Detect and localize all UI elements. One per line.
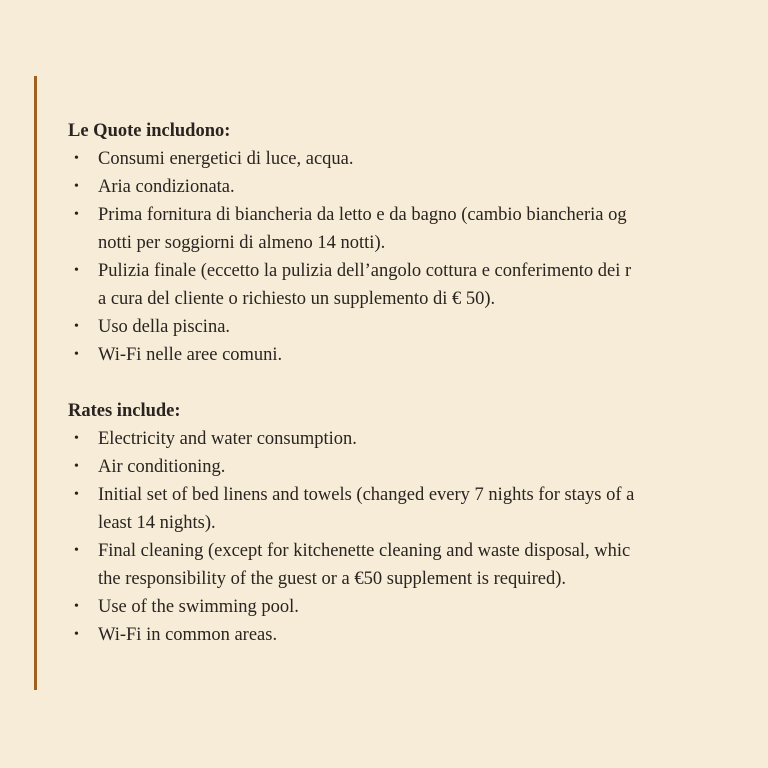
- list-item: • Aria condizionata.: [68, 173, 768, 201]
- list-item: • Air conditioning.: [68, 453, 768, 481]
- section-spacer: [68, 369, 768, 397]
- bullet-icon: •: [74, 347, 79, 362]
- bullet-icon: •: [74, 207, 79, 222]
- list-item: • Initial set of bed linens and towels (changed every 7 nights for stays of a least 14 nights).: [68, 481, 768, 537]
- list-item: • Prima fornitura di biancheria da letto e da bagno (cambio biancheria og notti per soggiorni di almeno 14 notti).: [68, 201, 768, 257]
- english-heading: Rates include:: [68, 401, 181, 421]
- bullet-icon: •: [74, 179, 79, 194]
- list-item: • Uso della piscina.: [68, 313, 768, 341]
- rates-content: [68, 117, 768, 649]
- bullet-icon: •: [74, 487, 79, 502]
- bullet-icon: •: [74, 431, 79, 446]
- bullet-icon: •: [74, 543, 79, 558]
- list-item: • Electricity and water consumption.: [68, 425, 768, 453]
- bullet-icon: •: [74, 319, 79, 334]
- list-item: • Use of the swimming pool.: [68, 593, 768, 621]
- accent-bar: [34, 76, 37, 690]
- list-item: • Wi-Fi nelle aree comuni.: [68, 341, 768, 369]
- list-item: • Wi-Fi in common areas.: [68, 621, 768, 649]
- list-item: • Consumi energetici di luce, acqua.: [68, 145, 768, 173]
- list-item: • Final cleaning (except for kitchenette cleaning and waste disposal, whic the responsibility of the guest or a €50 supplement is required).: [68, 537, 768, 593]
- bullet-icon: •: [74, 599, 79, 614]
- english-section: [68, 397, 768, 649]
- english-list: [68, 425, 768, 649]
- bullet-icon: •: [74, 459, 79, 474]
- bullet-icon: •: [74, 263, 79, 278]
- italian-list: [68, 145, 768, 369]
- italian-section: [68, 117, 768, 369]
- italian-heading: Le Quote includono:: [68, 121, 231, 141]
- list-item: • Pulizia finale (eccetto la pulizia dell’angolo cottura e conferimento dei r a cura del cliente o richiesto un supplemento di € 50).: [68, 257, 768, 313]
- bullet-icon: •: [74, 151, 79, 166]
- bullet-icon: •: [74, 627, 79, 642]
